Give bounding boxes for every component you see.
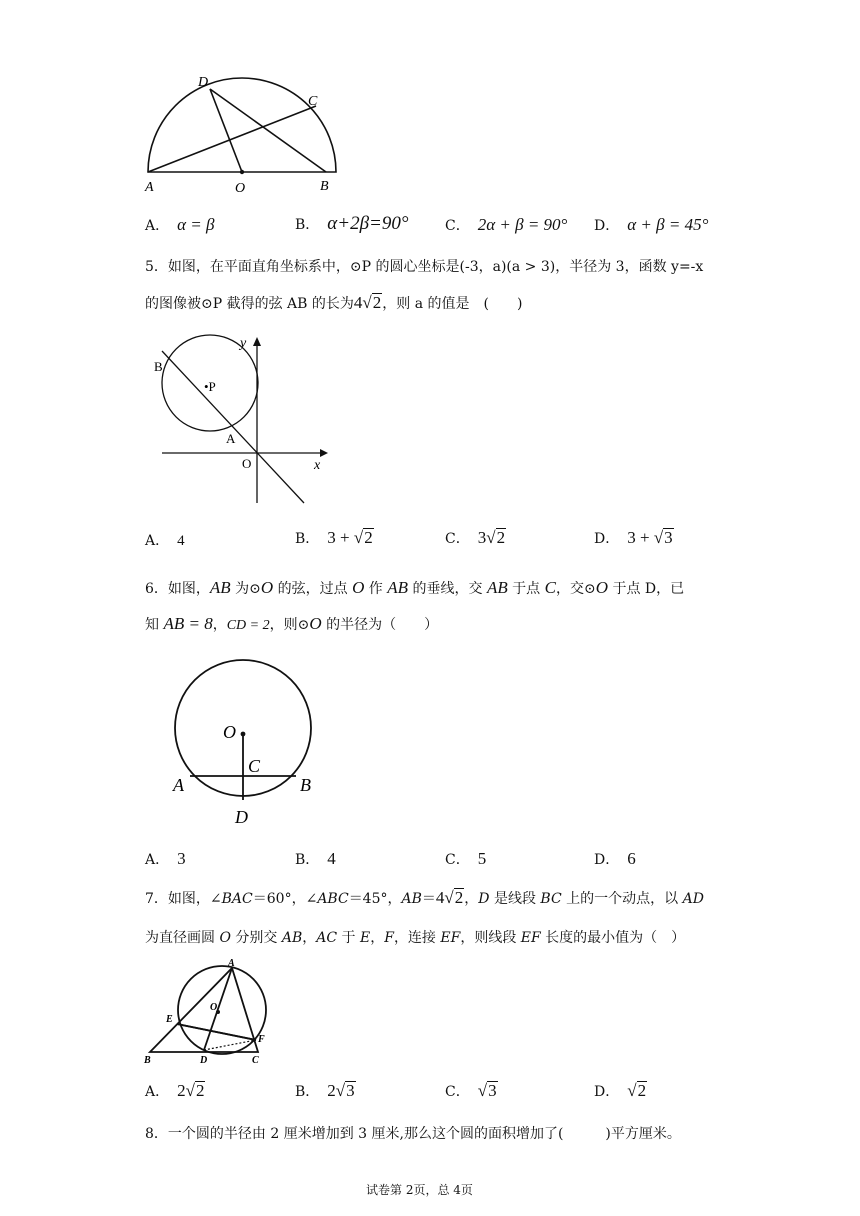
figure-coordinate-circle [150,333,350,513]
q7-option-b: B． 2√3 [295,1081,355,1100]
label-D: D [200,1055,208,1066]
label-B: B [320,179,329,194]
label-A: A [226,431,236,446]
q7-option-a: A． 2√2 [145,1081,205,1100]
label-O: O [235,181,246,196]
label-O: O [210,1002,218,1013]
label-C: C [252,1055,259,1066]
label-C: C [248,756,261,776]
label-A: A [173,775,184,795]
figure-triangle-circle [142,960,282,1070]
q5-line1: 5．如图，在平面直角坐标系中，⊙P 的圆心坐标是(-3，a)(a > 3)，半径为 3，函数 y=-x [145,259,704,275]
label-E: E [166,1014,173,1025]
q4-option-d: D． α + β = 45° [594,215,709,234]
label-P: •P [204,379,216,394]
figure-circle-chord [165,650,325,830]
q6-line1: 6．如图，AB 为⊙O 的弦，过点 O 作 AB 的垂线，交 AB 于点 C，交⊙O 于点 D，已 [145,578,685,597]
figure-semicircle [140,75,340,198]
label-F: F [258,1034,265,1045]
label-C: C [308,94,318,109]
q6-option-d: D． 6 [594,849,636,868]
q7-line1: 7．如图，∠BAC＝60°，∠ABC＝45°，AB＝4√2，D 是线段 BC 上的一个动点，以 AD [145,888,704,907]
label-x: x [314,458,321,473]
q8-text: 8．一个圆的半径由 2 厘米增加到 3 厘米,那么这个圆的面积增加了( )平方厘米。 [145,1126,681,1142]
label-A: A [145,180,154,195]
q4-option-b: B． α+2β=90° [295,213,409,234]
label-B: B [154,359,163,374]
q6-option-b: B． 4 [295,849,336,868]
q6-option-a: A． 3 [145,849,186,868]
q5-line2: 的图像被⊙P 截得的弦 AB 的长为4√2，则 a 的值是 ( ) [145,293,523,312]
q5-option-d: D． 3 + √3 [594,528,673,547]
label-D: D [235,807,248,827]
q5-option-b: B． 3 + √2 [295,528,373,547]
label-O: O [242,456,252,471]
q7-line2: 为直径画圆 O 分别交 AB，AC 于 E，F，连接 EF，则线段 EF 长度的最小值为（ ） [145,930,686,946]
label-A: A [228,958,235,969]
label-D: D [198,75,209,90]
q7-option-c: C． √3 [445,1081,497,1100]
label-y: y [240,336,247,351]
q6-line2: 知 AB = 8，CD = 2，则⊙O 的半径为（ ） [145,614,439,633]
label-B: B [300,775,311,795]
q7-option-d: D． √2 [594,1081,647,1100]
label-O: O [223,722,236,742]
q5-option-c: C． 3√2 [445,528,506,547]
q4-option-c: C． 2α + β = 90° [445,215,568,234]
label-B: B [144,1055,151,1066]
page-footer: 试卷第 2页，总 4页 [366,1183,473,1197]
q5-option-a: A． 4 [145,533,185,549]
q6-option-c: C． 5 [445,849,487,868]
q4-option-a: A． α = β [145,215,215,234]
